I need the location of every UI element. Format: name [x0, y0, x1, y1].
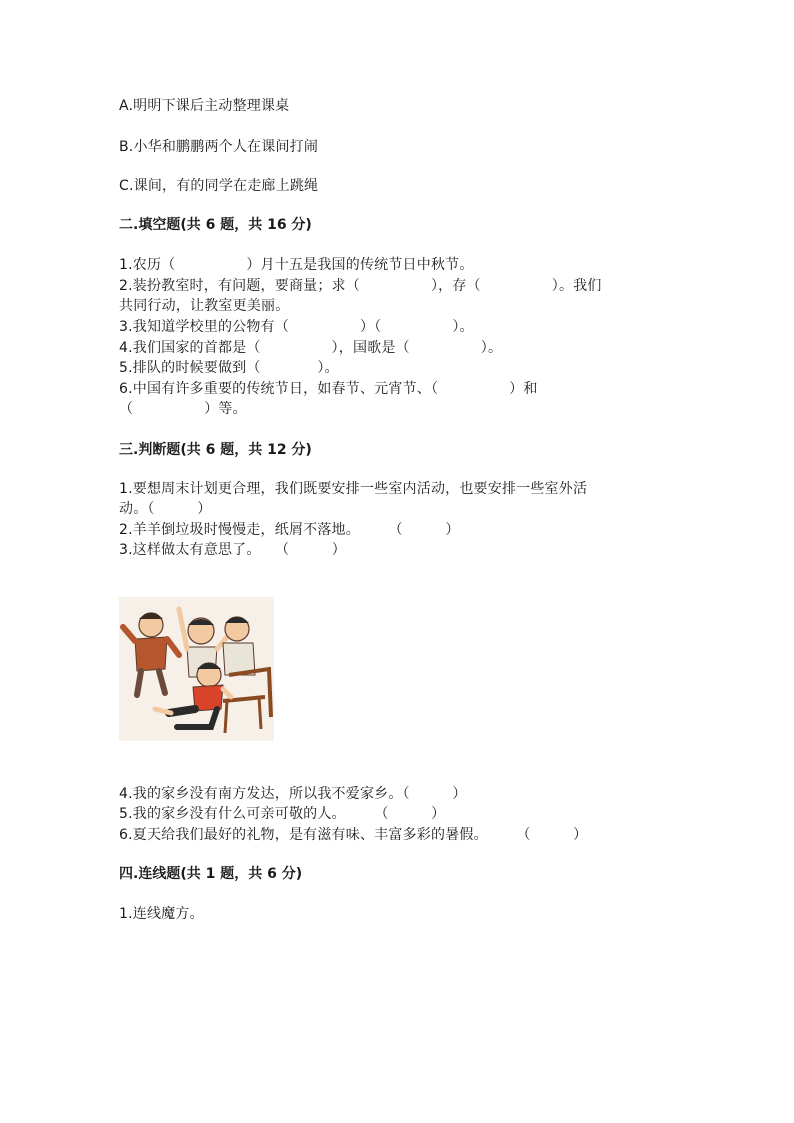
fill-blank-q6-line2: （ ）等。: [119, 401, 247, 417]
true-false-q1-line2: 动。（ ）: [119, 501, 212, 517]
fill-blank-q5: 5.排队的时候要做到（ ）。: [119, 360, 339, 376]
fill-blank-q3: 3.我知道学校里的公物有（ ）（ ）。: [119, 319, 474, 335]
true-false-q2: 2.羊羊倒垃圾时慢慢走，纸屑不落地。 （ ）: [119, 522, 460, 538]
section-true-false-heading: 三.判断题(共 6 题，共 12 分): [119, 442, 312, 458]
fill-blank-q1: 1.农历（ ）月十五是我国的传统节日中秋节。: [119, 257, 474, 273]
true-false-q3: 3.这样做太有意思了。 （ ）: [119, 542, 346, 558]
section-fill-blank-heading: 二.填空题(共 6 题，共 16 分): [119, 217, 312, 233]
matching-q1: 1.连线魔方。: [119, 906, 204, 922]
fill-blank-q2-line1: 2.装扮教室时，有问题，要商量；求（ ），存（ ）。我们: [119, 278, 602, 294]
true-false-q1-line1: 1.要想周末计划更合理，我们既要安排一些室内活动，也要安排一些室外活: [119, 481, 588, 497]
choice-b: B.小华和鹏鹏两个人在课间打闹: [119, 139, 319, 155]
fill-blank-q6-line1: 6.中国有许多重要的传统节日，如春节、元宵节、（ ）和: [119, 381, 538, 397]
true-false-q5: 5.我的家乡没有什么可亲可敬的人。 （ ）: [119, 806, 446, 822]
children-playing-illustration: [119, 597, 274, 741]
choice-a: A.明明下课后主动整理课桌: [119, 98, 290, 114]
section-matching-heading: 四.连线题(共 1 题，共 6 分): [119, 866, 303, 882]
choice-c: C.课间，有的同学在走廊上跳绳: [119, 178, 319, 194]
true-false-q6: 6.夏天给我们最好的礼物，是有滋有味、丰富多彩的暑假。 （ ）: [119, 827, 588, 843]
fill-blank-q4: 4.我们国家的首都是（ ），国歌是（ ）。: [119, 340, 503, 356]
true-false-q4: 4.我的家乡没有南方发达，所以我不爱家乡。（ ）: [119, 786, 467, 802]
fill-blank-q2-line2: 共同行动，让教室更美丽。: [119, 298, 290, 314]
